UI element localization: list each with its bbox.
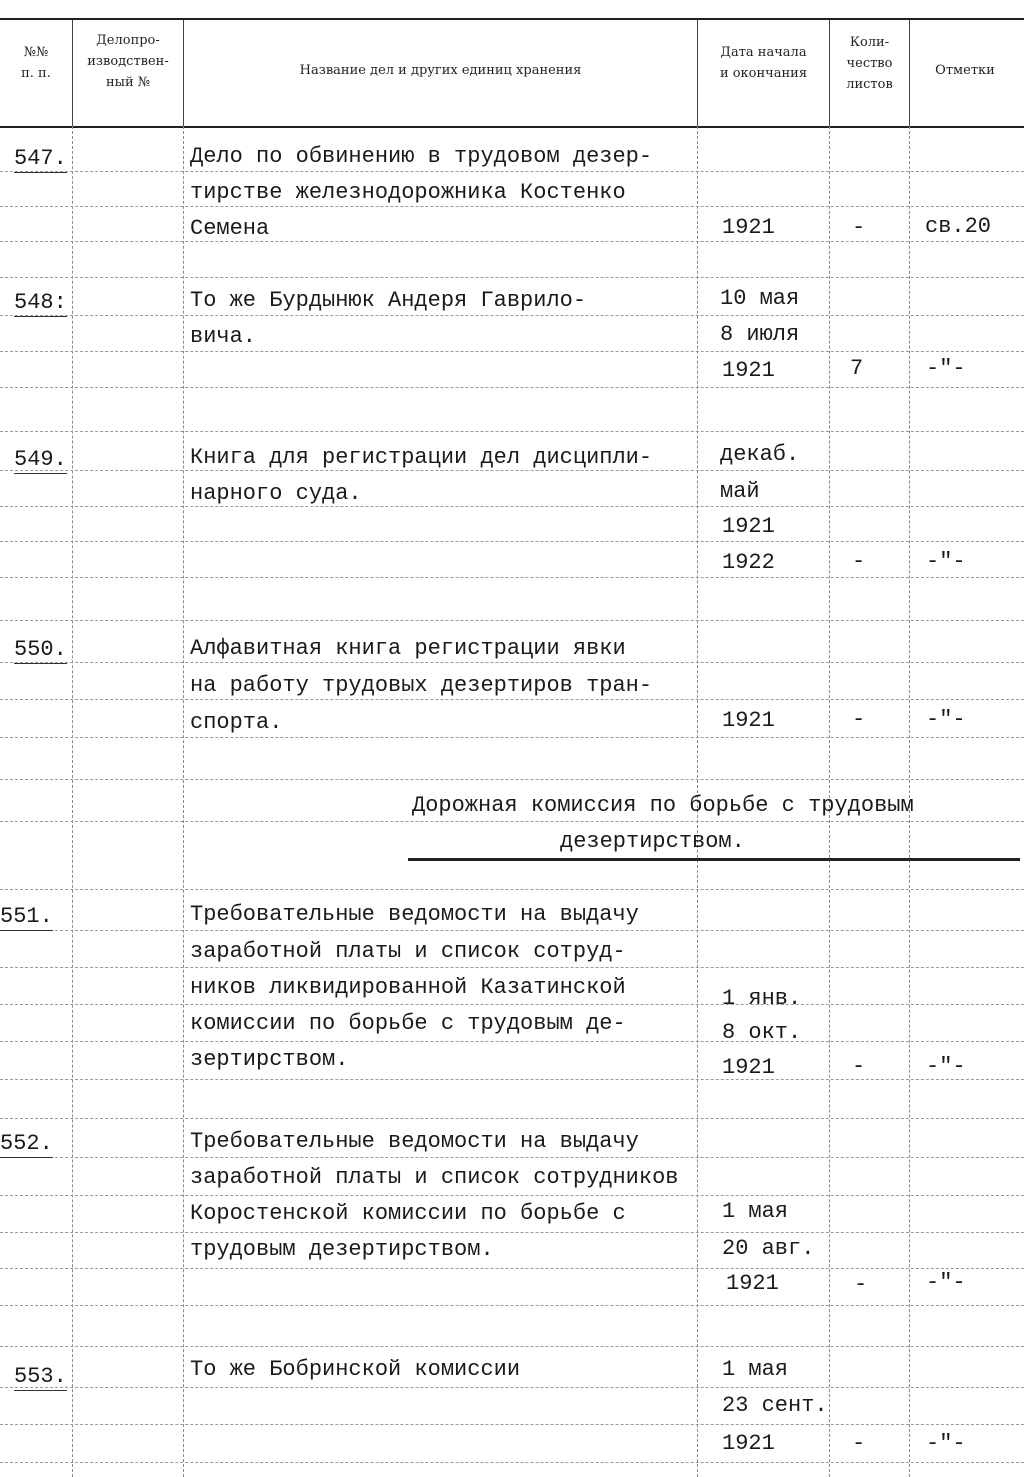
record-date: 20 авг. xyxy=(722,1236,815,1261)
row-rule xyxy=(0,241,1024,242)
row-rule xyxy=(0,1462,1024,1463)
record-notes: -"- xyxy=(926,707,966,732)
section-heading-rule xyxy=(408,858,1020,861)
record-notes: -"- xyxy=(926,356,966,381)
row-rule xyxy=(0,1195,1024,1196)
header-sheet-count: Коли- чество листов xyxy=(846,35,893,92)
record-title-line: трудовым дезертирством. xyxy=(190,1237,494,1262)
record-date: 1 мая xyxy=(722,1357,789,1382)
record-title-line: вича. xyxy=(190,324,257,349)
record-date: май xyxy=(720,479,760,504)
header-office-number: Делопро- изводствен- ный № xyxy=(87,33,169,90)
record-number: 551. xyxy=(0,904,53,929)
row-rule xyxy=(0,1004,1024,1005)
record-notes: св.20 xyxy=(925,214,992,239)
row-rule xyxy=(0,1387,1024,1388)
row-rule xyxy=(0,821,1024,822)
record-sheet-count: - xyxy=(852,215,866,240)
row-rule xyxy=(0,206,1024,207)
record-title-line: Требовательные ведомости на выдачу xyxy=(190,902,639,927)
row-rule xyxy=(0,930,1024,931)
record-title-line: Книга для регистрации дел дисципли- xyxy=(190,445,653,470)
record-date: 8 окт. xyxy=(722,1020,802,1045)
column-divider xyxy=(183,126,184,1477)
record-sheet-count: - xyxy=(852,549,866,574)
record-title-line: То же Бобринской комиссии xyxy=(190,1357,521,1382)
table-top-border xyxy=(0,18,1024,20)
row-rule xyxy=(0,1305,1024,1306)
row-rule xyxy=(0,541,1024,542)
record-date: 1922 xyxy=(722,550,775,575)
record-date: 1 янв. xyxy=(722,986,802,1011)
record-date: декаб. xyxy=(720,442,800,467)
row-rule xyxy=(0,737,1024,738)
header-number: №№ п. п. xyxy=(21,45,51,81)
record-sheet-count: - xyxy=(854,1272,868,1297)
row-rule xyxy=(0,431,1024,432)
record-number: 549. xyxy=(14,447,67,472)
record-date: 8 июля xyxy=(720,322,800,347)
record-notes: -"- xyxy=(926,549,966,574)
row-rule xyxy=(0,1346,1024,1347)
column-divider xyxy=(72,126,73,1477)
record-title-line: Коростенской комиссии по борьбе с xyxy=(190,1201,626,1226)
record-date: 1921 xyxy=(722,1055,775,1080)
row-rule xyxy=(0,387,1024,388)
row-rule xyxy=(0,620,1024,621)
record-notes: -"- xyxy=(926,1270,966,1295)
record-title-line: комиссии по борьбе с трудовым де- xyxy=(190,1011,626,1036)
record-sheet-count: - xyxy=(852,1431,866,1456)
row-rule xyxy=(0,506,1024,507)
row-rule xyxy=(0,1424,1024,1425)
section-heading: дезертирством. xyxy=(560,829,745,854)
row-rule xyxy=(0,889,1024,890)
row-rule xyxy=(0,699,1024,700)
row-rule xyxy=(0,277,1024,278)
record-title-line: на работу трудовых дезертиров тран- xyxy=(190,673,653,698)
row-rule xyxy=(0,1041,1024,1042)
record-date: 1921 xyxy=(722,708,775,733)
row-rule xyxy=(0,1118,1024,1119)
section-heading: Дорожная комиссия по борьбе с трудовым xyxy=(412,793,914,818)
record-title-line: спорта. xyxy=(190,710,283,735)
header-bottom-border xyxy=(0,126,1024,128)
record-date: 1921 xyxy=(726,1271,779,1296)
record-notes: -"- xyxy=(926,1054,966,1079)
record-sheet-count: - xyxy=(852,1054,866,1079)
record-date: 23 сент. xyxy=(722,1393,828,1418)
record-date: 10 мая xyxy=(720,286,800,311)
row-rule xyxy=(0,967,1024,968)
record-number: 553. xyxy=(14,1364,67,1389)
record-sheet-count: 7 xyxy=(850,356,864,381)
row-rule xyxy=(0,1157,1024,1158)
record-title-line: заработной платы и список сотрудников xyxy=(190,1165,679,1190)
header-notes: Отметки xyxy=(935,63,995,78)
record-title-line: Семена xyxy=(190,216,270,241)
record-date: 1921 xyxy=(722,514,775,539)
record-title-line: заработной платы и список сотруд- xyxy=(190,939,626,964)
row-rule xyxy=(0,1232,1024,1233)
record-title-line: То же Бурдынюк Андеря Гаврило- xyxy=(190,288,587,313)
row-rule xyxy=(0,1268,1024,1269)
row-rule xyxy=(0,171,1024,172)
record-sheet-count: - xyxy=(852,707,866,732)
record-title-line: Требовательные ведомости на выдачу xyxy=(190,1129,639,1154)
record-title-line: нарного суда. xyxy=(190,481,362,506)
record-number: 552. xyxy=(0,1131,53,1156)
row-rule xyxy=(0,315,1024,316)
row-rule xyxy=(0,1079,1024,1080)
record-title-line: ников ликвидированной Казатинской xyxy=(190,975,626,1000)
row-rule xyxy=(0,662,1024,663)
record-number: 547. xyxy=(14,146,67,171)
record-title-line: тирстве железнодорожника Костенко xyxy=(190,180,626,205)
record-date: 1921 xyxy=(722,1431,775,1456)
header-title: Название дел и других единиц хранения xyxy=(299,63,582,78)
header-dates: Дата начала и окончания xyxy=(719,45,808,81)
record-date: 1921 xyxy=(722,358,775,383)
record-title-line: Дело по обвинению в трудовом дезер- xyxy=(190,144,653,169)
record-date: 1 мая xyxy=(722,1199,789,1224)
row-rule xyxy=(0,351,1024,352)
record-title-line: Алфавитная книга регистрации явки xyxy=(190,636,626,661)
record-notes: -"- xyxy=(926,1431,966,1456)
record-number: 550. xyxy=(14,637,67,662)
record-number: 548: xyxy=(14,290,67,315)
row-rule xyxy=(0,779,1024,780)
row-rule xyxy=(0,577,1024,578)
record-title-line: зертирством. xyxy=(190,1047,349,1072)
record-date: 1921 xyxy=(722,215,775,240)
